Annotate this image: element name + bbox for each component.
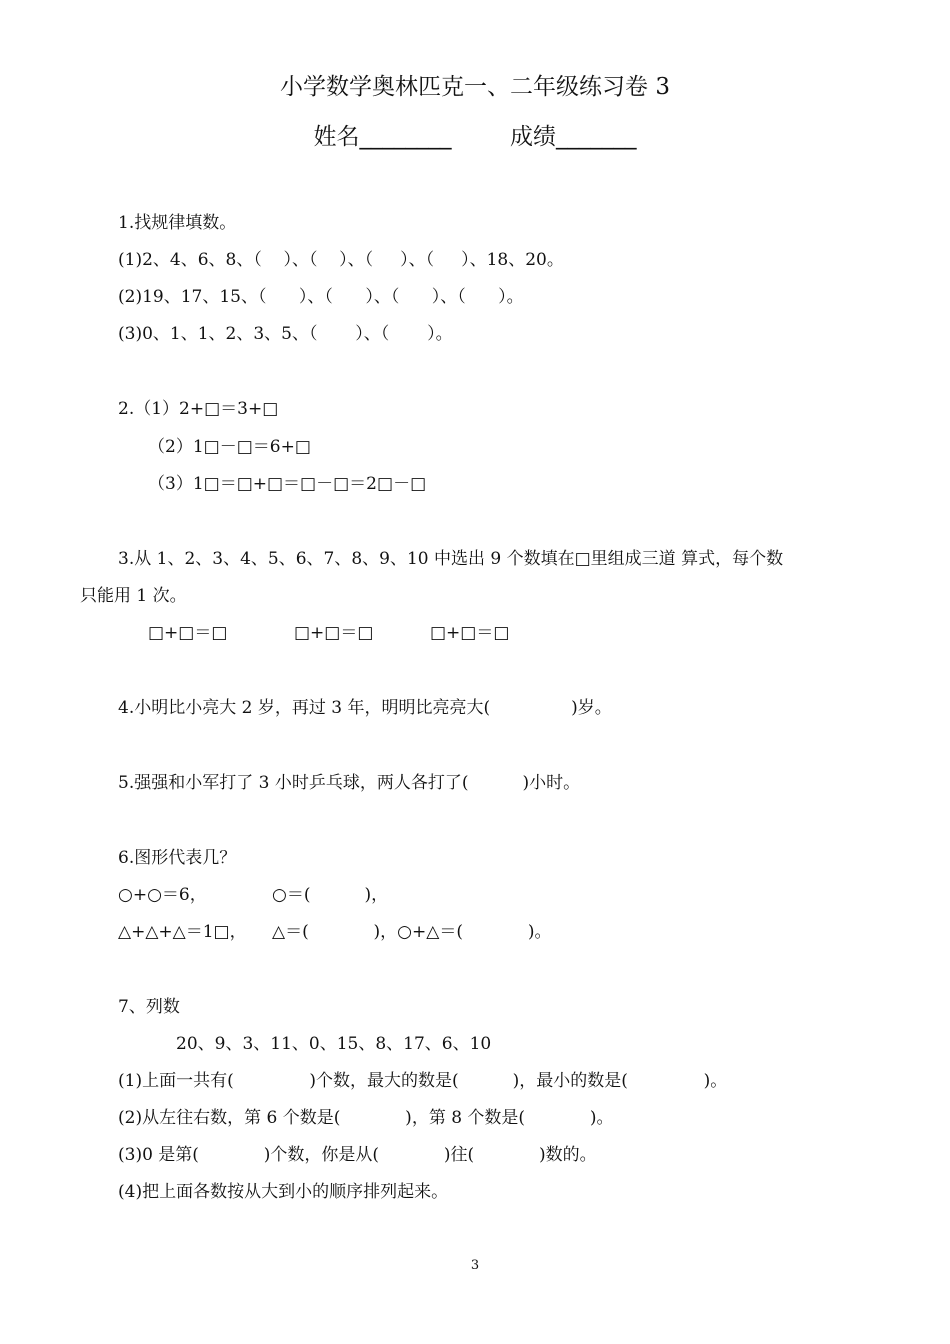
worksheet-title: 小学数学奥林匹克一、二年级练习卷 3 xyxy=(280,74,670,100)
question-1-item-1: (1)2、4、6、8、（ ）、（ ）、（ ）、（ ）、18、20。 xyxy=(118,250,564,270)
question-7-item-4: (4)把上面各数按从大到小的顺序排列起来。 xyxy=(118,1182,449,1202)
question-6-circle-answer: ○＝( )， xyxy=(272,885,389,905)
question-7-item-3: (3)0 是第( )个数，你是从( )往( )数的。 xyxy=(118,1145,597,1165)
question-3-equation-1: □+□＝□ xyxy=(148,623,228,643)
page-number: 3 xyxy=(470,1258,480,1273)
question-6-triangle-equation: △+△+△＝1□， xyxy=(118,922,247,942)
question-6-heading: 6.图形代表几？ xyxy=(118,848,237,868)
question-5: 5.强强和小军打了 3 小时乒乓球，两人各打了( )小时。 xyxy=(118,773,581,793)
question-6-circle-equation: ○+○＝6， xyxy=(118,885,207,905)
question-1-item-3: (3)0、1、1、2、3、5、（ ）、（ ）。 xyxy=(118,324,453,344)
question-4: 4.小明比小亮大 2 岁，再过 3 年，明明比亮亮大( )岁。 xyxy=(118,698,612,718)
question-2-item-2: （2）1□－□＝6+□ xyxy=(148,437,311,457)
question-7-heading: 7、列数 xyxy=(118,997,180,1017)
question-6-triangle-answer: △＝( )，○+△＝( )。 xyxy=(272,922,552,942)
name-score-line: 姓名________ 成绩_______ xyxy=(313,124,637,150)
question-7-numbers: 20、9、3、11、0、15、8、17、6、10 xyxy=(176,1034,492,1054)
question-7-item-2: (2)从左往右数，第 6 个数是( )，第 8 个数是( )。 xyxy=(118,1108,614,1128)
question-3-equation-3: □+□＝□ xyxy=(430,623,510,643)
question-1-heading: 1.找规律填数。 xyxy=(118,213,237,233)
question-3-line-2: 只能用 1 次。 xyxy=(80,586,187,606)
question-1-item-2: (2)19、17、15、（ ）、（ ）、（ ）、（ ）。 xyxy=(118,287,524,307)
question-7-item-1: (1)上面一共有( )个数，最大的数是( )，最小的数是( )。 xyxy=(118,1071,728,1091)
question-3-equation-2: □+□＝□ xyxy=(294,623,374,643)
question-2-item-3: （3）1□＝□+□＝□－□＝2□－□ xyxy=(148,474,427,494)
question-2-heading: 2.（1）2+□＝3+□ xyxy=(118,399,279,419)
question-3-line-1: 3.从 1、2、3、4、5、6、7、8、9、10 中选出 9 个数填在□里组成三道 算式，每个数 xyxy=(118,549,784,569)
